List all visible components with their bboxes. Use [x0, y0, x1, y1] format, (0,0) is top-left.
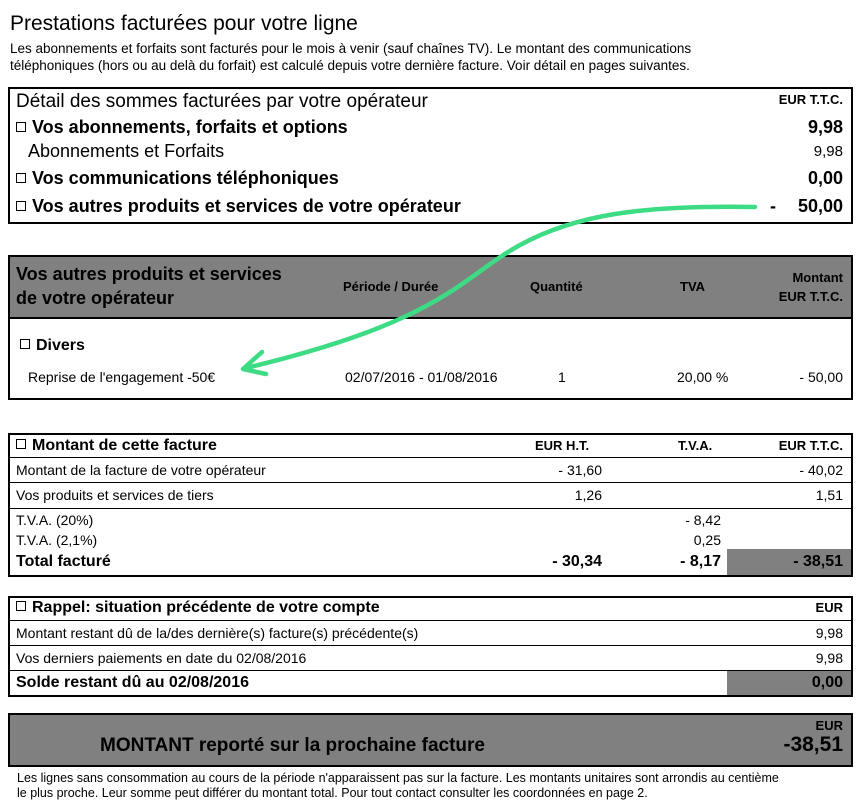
divers-label: Divers	[36, 337, 85, 354]
rappel-row-divider	[10, 645, 851, 646]
detail-autres-row	[16, 196, 461, 217]
rappel-row-divider	[10, 670, 851, 671]
rappel-header-divider	[10, 620, 851, 621]
col-montant-header-line2: EUR T.T.C.	[778, 289, 843, 304]
facture-row-label: Montant de la facture de votre opérateur	[16, 462, 266, 478]
autres-header-line1: Vos autres produits et services	[16, 264, 282, 284]
autres-value: 50,00	[797, 196, 843, 216]
col-montant-header-line1: Montant	[792, 270, 843, 285]
rappel-row-value: 9,98	[815, 650, 843, 666]
autres-sign: -	[770, 196, 776, 216]
rappel-row-value: 9,98	[815, 625, 843, 641]
facture-title-row	[16, 437, 217, 455]
facture-row-ttc: 1,51	[815, 487, 843, 503]
checkbox-icon	[16, 122, 26, 132]
solde-label: Solde restant dû au 02/08/2016	[16, 674, 249, 691]
total-ht: - 30,34	[552, 553, 602, 570]
solde-value: 0,00	[811, 674, 843, 691]
rappel-title: Rappel: situation précédente de votre compte	[32, 599, 380, 616]
autres-label: Vos autres produits et services de votre opérateur	[32, 196, 461, 216]
facture-row-label: Vos produits et services de tiers	[16, 487, 214, 503]
checkbox-icon	[16, 439, 26, 449]
abonnements-value: 9,98	[807, 117, 843, 137]
facture-col-ht: EUR H.T.	[535, 438, 590, 453]
montant-label: MONTANT reporté sur la prochaine facture	[100, 735, 485, 756]
abonnements-sub-label: Abonnements et Forfaits	[28, 141, 225, 161]
item-montant: - 50,00	[799, 369, 843, 385]
footer-note-line1: Les lignes sans consommation au cours de la période n'apparaissent pas sur la facture. Les montants unitaires sont arrondis au centième	[17, 771, 779, 785]
checkbox-icon	[16, 173, 26, 183]
tva-row-value: 0,25	[693, 532, 721, 548]
rappel-title-row	[16, 599, 380, 617]
total-tva: - 8,17	[680, 553, 721, 570]
intro-text-line2: téléphoniques (hors ou au delà du forfait) est calculé depuis votre dernière facture. Voir détail en pages suivantes.	[10, 58, 690, 73]
facture-row-ht: 1,26	[574, 487, 602, 503]
col-periode-header: Période / Durée	[343, 279, 439, 294]
rappel-currency: EUR	[815, 600, 843, 615]
facture-header-divider	[10, 457, 851, 458]
intro-text-line1: Les abonnements et forfaits sont facturés pour le mois à venir (sauf chaînes TV). Le montant des communications	[10, 41, 692, 56]
rappel-row-label: Vos derniers paiements en date du 02/08/2016	[16, 650, 307, 666]
col-quantite-header: Quantité	[530, 279, 583, 294]
item-label: Reprise de l'engagement -50€	[28, 369, 216, 385]
detail-title: Détail des sommes facturées par votre opérateur	[16, 91, 428, 112]
item-quantite: 1	[558, 369, 566, 385]
page-title: Prestations facturées pour votre ligne	[10, 12, 358, 35]
footer-note-line2: le plus proche. Leur somme peut différer du montant total. Pour tout contact consulter les coordonnées en page 2.	[17, 786, 648, 800]
communications-label: Vos communications téléphoniques	[32, 168, 339, 188]
montant-value: -38,51	[783, 733, 843, 756]
facture-col-ttc: EUR T.T.C.	[778, 438, 843, 453]
facture-title: Montant de cette facture	[32, 437, 217, 454]
item-periode: 02/07/2016 - 01/08/2016	[345, 369, 498, 385]
detail-abonnements-row	[16, 117, 348, 138]
divers-section	[20, 337, 85, 355]
facture-row-ht: - 31,60	[558, 462, 602, 478]
tva-row-label: T.V.A. (20%)	[16, 512, 94, 528]
detail-currency: EUR T.T.C.	[778, 92, 843, 107]
facture-col-tva: T.V.A.	[678, 438, 713, 453]
detail-communications-row	[16, 168, 339, 189]
total-label: Total facturé	[16, 553, 111, 570]
facture-row-divider	[10, 508, 851, 509]
abonnements-sub-value: 9,98	[813, 143, 843, 160]
communications-value: 0,00	[807, 168, 843, 188]
tva-row-value: - 8,42	[685, 512, 721, 528]
autres-header-divider	[10, 317, 851, 319]
montant-currency: EUR	[815, 718, 843, 733]
checkbox-icon	[16, 601, 26, 611]
facture-row-divider	[10, 482, 851, 483]
abonnements-label: Vos abonnements, forfaits et options	[32, 117, 348, 137]
facture-row-ttc: - 40,02	[799, 462, 843, 478]
rappel-row-label: Montant restant dû de la/des dernière(s) facture(s) précédente(s)	[16, 625, 419, 641]
checkbox-icon	[20, 339, 30, 349]
autres-header-line2: de votre opérateur	[16, 288, 175, 308]
tva-row-label: T.V.A. (2,1%)	[16, 532, 98, 548]
total-ttc: - 38,51	[793, 553, 843, 570]
checkbox-icon	[16, 201, 26, 211]
item-tva: 20,00 %	[677, 369, 729, 385]
col-tva-header: TVA	[680, 279, 706, 294]
